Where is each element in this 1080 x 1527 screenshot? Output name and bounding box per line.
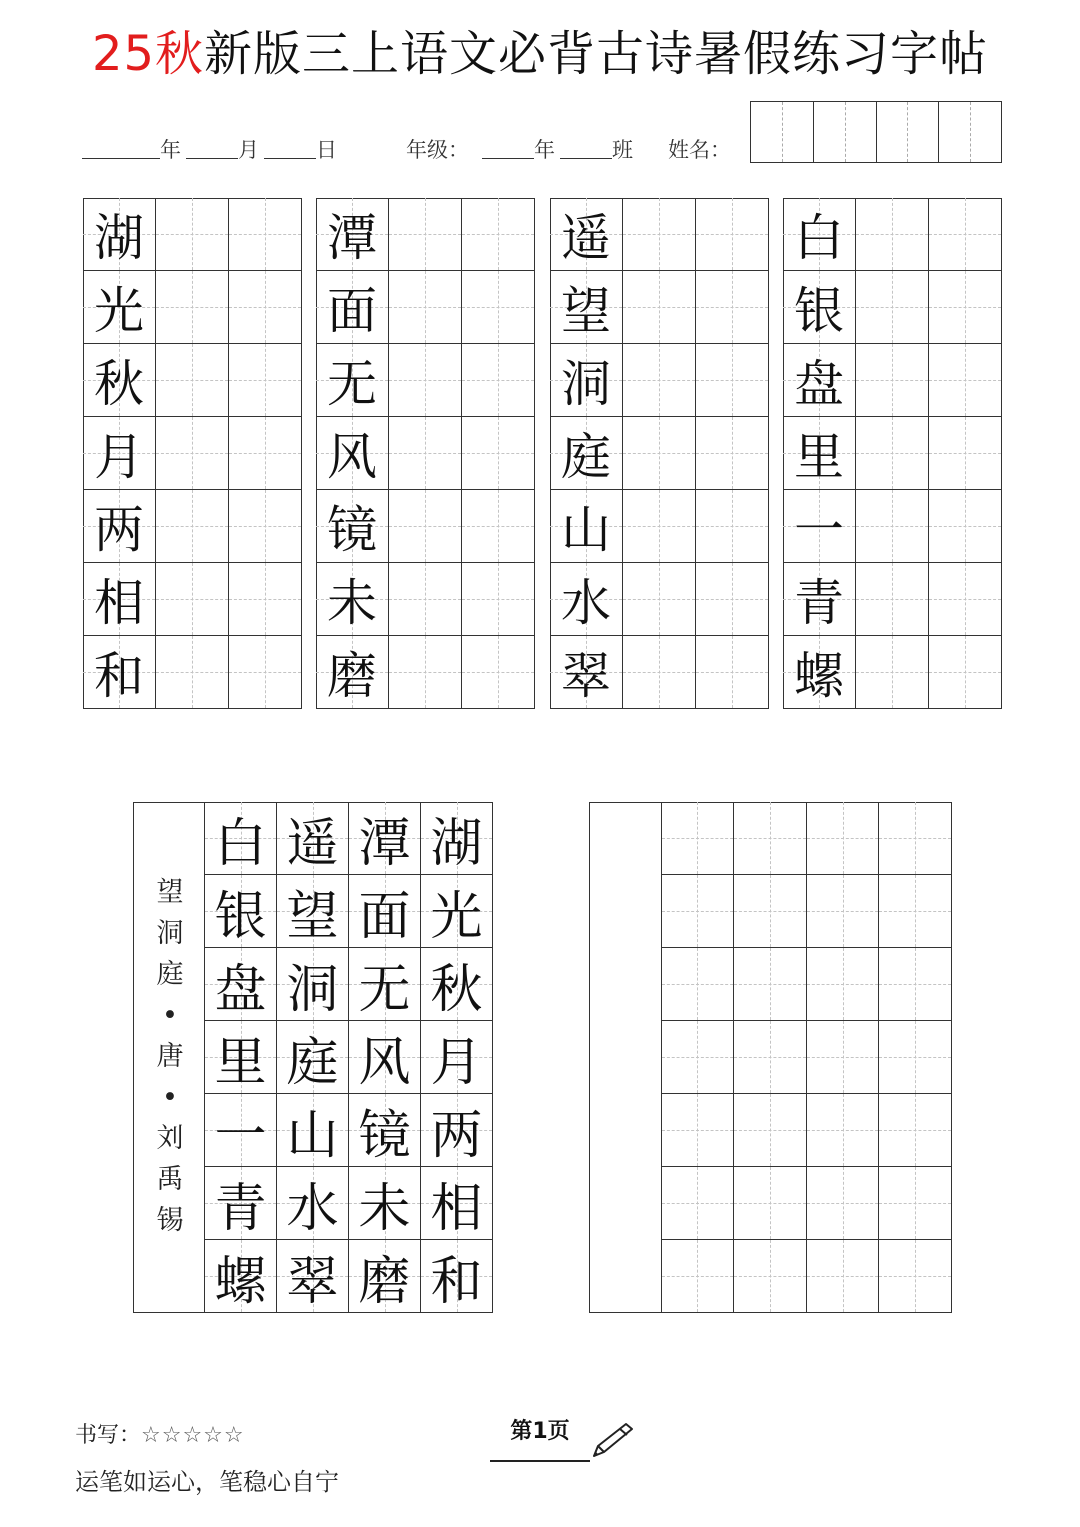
- model-character: 相: [94, 574, 144, 632]
- writing-rating: [75, 1418, 245, 1449]
- poem-character-cell: [349, 875, 421, 948]
- rating-stars[interactable]: ☆☆☆☆☆: [141, 1423, 245, 1448]
- model-character-cell: [83, 417, 156, 490]
- model-character-cell: [316, 198, 389, 271]
- practice-cell[interactable]: [229, 271, 302, 344]
- practice-cell[interactable]: [462, 490, 535, 563]
- poem-character: 和: [430, 1251, 483, 1312]
- poem-character: 一: [214, 1105, 267, 1166]
- model-character: 镜: [327, 501, 377, 559]
- blank-practice-cell[interactable]: [879, 1094, 952, 1167]
- practice-cell[interactable]: [389, 198, 462, 271]
- model-character-cell: [550, 563, 623, 636]
- model-character: 遥: [561, 209, 611, 267]
- poem-character: 秋: [430, 959, 483, 1020]
- poem-title-char: 禹: [156, 1164, 184, 1195]
- model-character-cell: [316, 344, 389, 417]
- poem-title-char: 庭: [156, 959, 184, 990]
- model-character: 湖: [94, 209, 144, 267]
- poem-character: 盘: [214, 959, 267, 1020]
- model-character-cell: [550, 344, 623, 417]
- poem-character: 遥: [286, 813, 339, 874]
- poem-character: 水: [286, 1178, 339, 1239]
- poem-character-cell: [277, 875, 349, 948]
- page-title: [0, 22, 1080, 86]
- practice-cell[interactable]: [696, 198, 769, 271]
- blank-practice-cell[interactable]: [879, 1021, 952, 1094]
- model-character-cell: [83, 636, 156, 709]
- model-character-cell: [783, 490, 856, 563]
- model-character-cell: [550, 271, 623, 344]
- poem-character: 洞: [286, 959, 339, 1020]
- grade-year-label: 年: [534, 138, 555, 162]
- model-character-cell: [783, 271, 856, 344]
- practice-cell[interactable]: [462, 417, 535, 490]
- blank-practice-cell[interactable]: [807, 1167, 880, 1240]
- blank-practice-cell[interactable]: [879, 802, 952, 875]
- year-label: 年: [160, 138, 181, 162]
- month-blank[interactable]: [186, 158, 238, 159]
- model-character: 白: [794, 209, 844, 267]
- poem-character-cell: [205, 1021, 277, 1094]
- poem-character-cell: [349, 1021, 421, 1094]
- model-character: 翠: [561, 647, 611, 705]
- model-character: 洞: [561, 355, 611, 413]
- poem-character: 山: [286, 1105, 339, 1166]
- poem-character: 月: [430, 1032, 483, 1093]
- blank-practice-cell[interactable]: [734, 948, 807, 1021]
- practice-cell[interactable]: [156, 417, 229, 490]
- model-character: 无: [327, 355, 377, 413]
- practice-cell[interactable]: [462, 563, 535, 636]
- poem-character-cell: [421, 1021, 493, 1094]
- practice-cell[interactable]: [696, 417, 769, 490]
- model-character: 水: [561, 574, 611, 632]
- poem-character: 银: [214, 886, 267, 947]
- writing-label: 书写：: [75, 1423, 142, 1448]
- name-box[interactable]: [877, 102, 940, 162]
- blank-practice-cell[interactable]: [807, 948, 880, 1021]
- blank-practice-cell[interactable]: [734, 1240, 807, 1313]
- poem-character-cell: [205, 1167, 277, 1240]
- model-character-cell: [783, 563, 856, 636]
- title-text: 新版三上语文必背古诗暑假练习字帖: [204, 26, 989, 82]
- practice-cell[interactable]: [156, 271, 229, 344]
- practice-cell[interactable]: [856, 271, 929, 344]
- poem-character-cell: [205, 1094, 277, 1167]
- practice-cell[interactable]: [856, 198, 929, 271]
- practice-cell[interactable]: [229, 344, 302, 417]
- practice-cell[interactable]: [696, 636, 769, 709]
- model-character: 潭: [327, 209, 377, 267]
- model-character-cell: [550, 198, 623, 271]
- poem-title-char: 刘: [156, 1123, 184, 1154]
- poem-character-cell: [277, 802, 349, 875]
- model-character: 庭: [561, 428, 611, 486]
- poem-character: 湖: [430, 813, 483, 874]
- poem-character: 光: [430, 886, 483, 947]
- practice-cell[interactable]: [389, 271, 462, 344]
- poem-character-cell: [421, 1240, 493, 1313]
- model-character-cell: [316, 563, 389, 636]
- model-character-cell: [83, 271, 156, 344]
- model-character-cell: [316, 636, 389, 709]
- poem-character-cell: [349, 1094, 421, 1167]
- blank-practice-cell[interactable]: [662, 875, 735, 948]
- blank-practice-cell[interactable]: [662, 802, 735, 875]
- practice-cell[interactable]: [856, 636, 929, 709]
- poem-character: 翠: [286, 1251, 339, 1312]
- poem-title-char: 望: [156, 877, 184, 908]
- poem-character: 庭: [286, 1032, 339, 1093]
- poem-character: 里: [214, 1032, 267, 1093]
- practice-cell[interactable]: [462, 344, 535, 417]
- practice-cell[interactable]: [229, 198, 302, 271]
- model-character-cell: [83, 344, 156, 417]
- model-character: 秋: [94, 355, 144, 413]
- poem-character-cell: [421, 802, 493, 875]
- practice-cell[interactable]: [623, 198, 696, 271]
- practice-cell[interactable]: [389, 563, 462, 636]
- practice-cell[interactable]: [623, 636, 696, 709]
- practice-cell[interactable]: [156, 490, 229, 563]
- blank-practice-cell[interactable]: [662, 1167, 735, 1240]
- poem-character-cell: [277, 1240, 349, 1313]
- name-box[interactable]: [939, 102, 1001, 162]
- poem-character-cell: [277, 1021, 349, 1094]
- poem-character-cell: [349, 802, 421, 875]
- practice-cell[interactable]: [929, 271, 1002, 344]
- poem-character: 望: [286, 886, 339, 947]
- poem-character-cell: [277, 1094, 349, 1167]
- motto: 运笔如运心，笔稳心自宁: [75, 1468, 339, 1496]
- practice-cell[interactable]: [389, 344, 462, 417]
- model-character: 和: [94, 647, 144, 705]
- class-label: 班: [612, 138, 633, 162]
- poem-character: 风: [358, 1032, 411, 1093]
- practice-cell[interactable]: [623, 490, 696, 563]
- model-character-cell: [316, 490, 389, 563]
- name-box[interactable]: [814, 102, 877, 162]
- poem-character-cell: [277, 948, 349, 1021]
- blank-practice-cell[interactable]: [734, 1094, 807, 1167]
- practice-cell[interactable]: [389, 490, 462, 563]
- day-blank[interactable]: [264, 158, 316, 159]
- model-character: 青: [794, 574, 844, 632]
- model-character: 光: [94, 282, 144, 340]
- blank-practice-cell[interactable]: [662, 1240, 735, 1313]
- model-character: 两: [94, 501, 144, 559]
- blank-practice-cell[interactable]: [807, 875, 880, 948]
- practice-cell[interactable]: [623, 417, 696, 490]
- poem-character: 无: [358, 959, 411, 1020]
- practice-cell[interactable]: [856, 344, 929, 417]
- practice-cell[interactable]: [856, 563, 929, 636]
- practice-cell[interactable]: [389, 636, 462, 709]
- month-label: 月: [238, 138, 259, 162]
- poem-title-char: 唐: [156, 1041, 184, 1072]
- poem-title-char: •: [162, 1000, 178, 1031]
- blank-practice-cell[interactable]: [807, 1021, 880, 1094]
- model-character: 未: [327, 574, 377, 632]
- poem-character-cell: [421, 948, 493, 1021]
- poem-title-column: [133, 802, 205, 1313]
- poem-character-cell: [349, 948, 421, 1021]
- blank-practice-cell[interactable]: [807, 1094, 880, 1167]
- blank-practice-cell[interactable]: [662, 948, 735, 1021]
- poem-character-cell: [349, 1240, 421, 1313]
- practice-cell[interactable]: [229, 417, 302, 490]
- practice-cell[interactable]: [623, 344, 696, 417]
- title-highlight: 25秋: [91, 26, 205, 82]
- model-character: 螺: [794, 647, 844, 705]
- year-blank[interactable]: [82, 158, 160, 159]
- practice-cell[interactable]: [389, 417, 462, 490]
- blank-practice-cell[interactable]: [879, 1240, 952, 1313]
- page-number: 第1页: [510, 1419, 570, 1444]
- grade-label: 年级：: [406, 138, 469, 162]
- practice-cell[interactable]: [929, 490, 1002, 563]
- blank-practice-cell[interactable]: [807, 802, 880, 875]
- practice-cell[interactable]: [229, 636, 302, 709]
- practice-cell[interactable]: [929, 563, 1002, 636]
- model-character: 银: [794, 282, 844, 340]
- poem-title-char: 洞: [156, 918, 184, 949]
- poem-character: 青: [214, 1178, 267, 1239]
- poem-character-cell: [205, 1240, 277, 1313]
- poem-character: 螺: [214, 1251, 267, 1312]
- day-label: 日: [316, 138, 337, 162]
- page-number-box: [490, 1416, 590, 1462]
- practice-cell[interactable]: [929, 344, 1002, 417]
- poem-character-cell: [421, 1167, 493, 1240]
- practice-cell[interactable]: [462, 636, 535, 709]
- poem-character: 两: [430, 1105, 483, 1166]
- model-character: 磨: [327, 647, 377, 705]
- model-character-cell: [316, 271, 389, 344]
- model-character: 风: [327, 428, 377, 486]
- blank-practice-cell[interactable]: [734, 875, 807, 948]
- poem-character: 未: [358, 1178, 411, 1239]
- practice-cell[interactable]: [229, 563, 302, 636]
- class-blank[interactable]: [560, 158, 612, 159]
- blank-title-column[interactable]: [589, 802, 662, 1313]
- model-character-cell: [783, 417, 856, 490]
- model-character-cell: [316, 417, 389, 490]
- model-character-cell: [83, 563, 156, 636]
- poem-character-cell: [277, 1167, 349, 1240]
- model-character: 里: [794, 428, 844, 486]
- grade-year-blank[interactable]: [482, 158, 534, 159]
- poem-character: 磨: [358, 1251, 411, 1312]
- blank-practice-cell[interactable]: [734, 1021, 807, 1094]
- poem-title-char: 锡: [156, 1205, 184, 1236]
- practice-cell[interactable]: [929, 636, 1002, 709]
- practice-cell[interactable]: [156, 344, 229, 417]
- poem-character: 面: [358, 886, 411, 947]
- practice-cell[interactable]: [462, 198, 535, 271]
- model-character-cell: [550, 636, 623, 709]
- blank-practice-cell[interactable]: [879, 1167, 952, 1240]
- poem-character: 相: [430, 1178, 483, 1239]
- poem-title-char: •: [162, 1082, 178, 1113]
- blank-practice-cell[interactable]: [879, 948, 952, 1021]
- blank-practice-cell[interactable]: [807, 1240, 880, 1313]
- model-character-cell: [783, 344, 856, 417]
- practice-cell[interactable]: [696, 490, 769, 563]
- model-character-cell: [83, 198, 156, 271]
- poem-character: 潭: [358, 813, 411, 874]
- poem-character: 镜: [358, 1105, 411, 1166]
- blank-practice-cell[interactable]: [734, 1167, 807, 1240]
- name-box[interactable]: [751, 102, 814, 162]
- practice-cell[interactable]: [156, 636, 229, 709]
- poem-character-cell: [421, 875, 493, 948]
- pen-icon: [588, 1420, 636, 1460]
- blank-practice-cell[interactable]: [879, 875, 952, 948]
- practice-cell[interactable]: [696, 271, 769, 344]
- practice-cell[interactable]: [929, 198, 1002, 271]
- practice-cell[interactable]: [856, 490, 929, 563]
- practice-cell[interactable]: [696, 563, 769, 636]
- practice-cell[interactable]: [229, 490, 302, 563]
- model-character-cell: [783, 636, 856, 709]
- model-character-cell: [550, 490, 623, 563]
- model-character: 一: [794, 501, 844, 559]
- practice-cell[interactable]: [156, 563, 229, 636]
- poem-character-cell: [205, 875, 277, 948]
- practice-cell[interactable]: [623, 271, 696, 344]
- model-character: 月: [94, 428, 144, 486]
- poem-character-cell: [421, 1094, 493, 1167]
- poem-character-cell: [349, 1167, 421, 1240]
- poem-character-cell: [205, 948, 277, 1021]
- practice-cell[interactable]: [156, 198, 229, 271]
- blank-practice-cell[interactable]: [662, 1094, 735, 1167]
- poem-title: [150, 872, 190, 1241]
- practice-cell[interactable]: [462, 271, 535, 344]
- model-character: 面: [327, 282, 377, 340]
- model-character: 望: [561, 282, 611, 340]
- model-character-cell: [783, 198, 856, 271]
- practice-cell[interactable]: [856, 417, 929, 490]
- poem-character-cell: [205, 802, 277, 875]
- blank-practice-cell[interactable]: [662, 1021, 735, 1094]
- practice-cell[interactable]: [623, 563, 696, 636]
- blank-practice-cell[interactable]: [734, 802, 807, 875]
- practice-cell[interactable]: [929, 417, 1002, 490]
- model-character: 盘: [794, 355, 844, 413]
- model-character-cell: [83, 490, 156, 563]
- name-input-grid[interactable]: [750, 101, 1002, 163]
- poem-character: 白: [214, 813, 267, 874]
- model-character-cell: [550, 417, 623, 490]
- name-label: 姓名：: [668, 138, 731, 162]
- model-character: 山: [561, 501, 611, 559]
- practice-cell[interactable]: [696, 344, 769, 417]
